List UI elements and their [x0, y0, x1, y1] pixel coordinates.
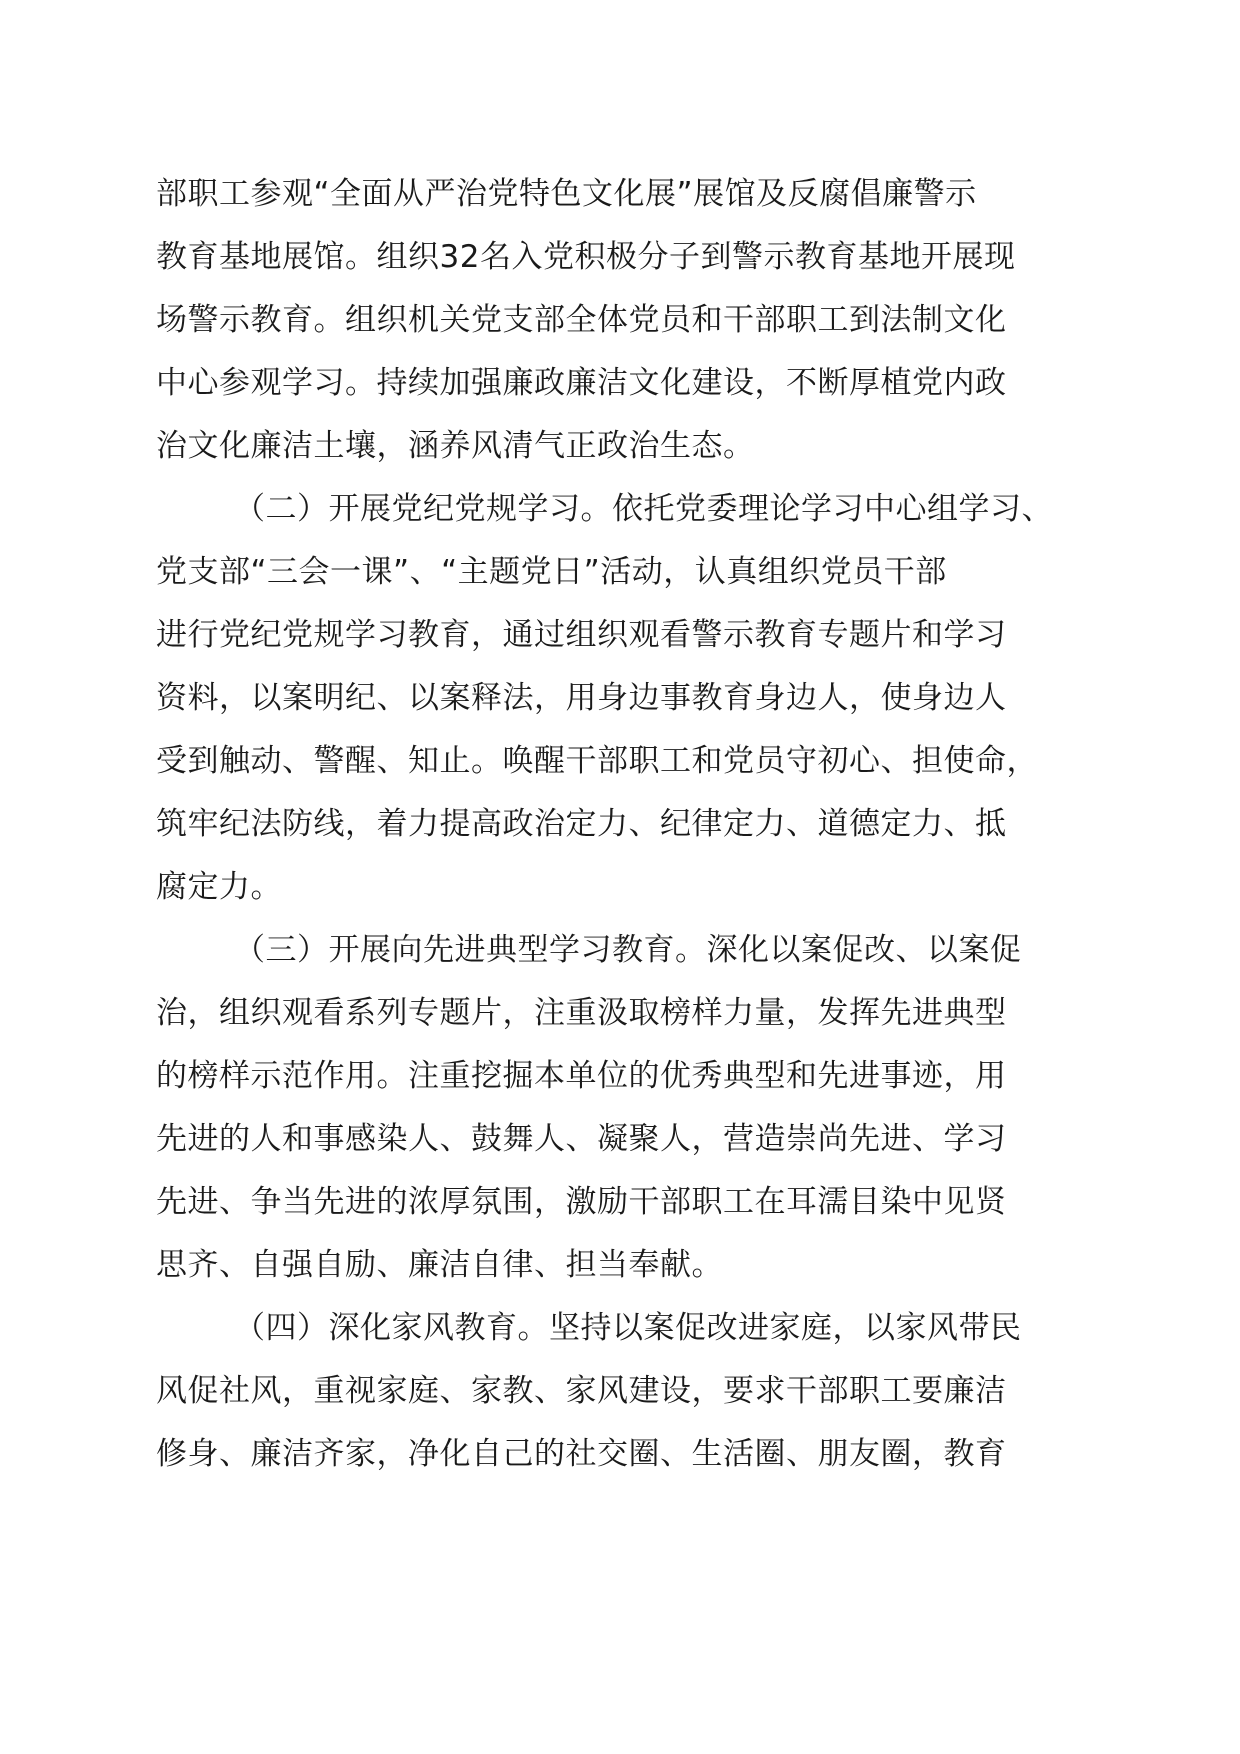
text-line: 中心参观学习。持续加强廉政廉洁文化建设，不断厚植党内政 [156, 365, 1007, 401]
text-line: 筑牢纪法防线，着力提高政治定力、纪律定力、道德定力、抵 [156, 806, 1007, 842]
text-line: 风促社风，重视家庭、家教、家风建设，要求干部职工要廉洁 [156, 1373, 1007, 1409]
text-line: 资料，以案明纪、以案释法，用身边事教育身边人，使身边人 [156, 680, 1007, 716]
text-line: 修身、廉洁齐家，净化自己的社交圈、生活圈、朋友圈，教育 [156, 1436, 1007, 1472]
text-line: 的榜样示范作用。注重挖掘本单位的优秀典型和先进事迹，用 [156, 1058, 1007, 1094]
text-line: 思齐、自强自励、廉洁自律、担当奉献。 [156, 1247, 723, 1283]
paragraph-heading-line: （二）开展党纪党规学习。依托党委理论学习中心组学习、 [234, 491, 1053, 527]
text-line: 治，组织观看系列专题片，注重汲取榜样力量，发挥先进典型 [156, 995, 1007, 1031]
text-line: 教育基地展馆。组织32名入党积极分子到警示教育基地开展现 [156, 239, 1016, 275]
paragraph-heading-line: （三）开展向先进典型学习教育。深化以案促改、以案促 [234, 932, 1022, 968]
text-line: 场警示教育。组织机关党支部全体党员和干部职工到法制文化 [156, 302, 1007, 338]
text-line: 受到触动、警醒、知止。唤醒干部职工和党员守初心、担使命， [156, 743, 1038, 779]
text-line: 部职工参观“全面从严治党特色文化展”展馆及反腐倡廉警示 [156, 176, 977, 212]
text-line: 先进、争当先进的浓厚氛围，激励干部职工在耳濡目染中见贤 [156, 1184, 1007, 1220]
text-line: 治文化廉洁土壤，涵养风清气正政治生态。 [156, 428, 755, 464]
text-line: 进行党纪党规学习教育，通过组织观看警示教育专题片和学习 [156, 617, 1007, 653]
text-line: 先进的人和事感染人、鼓舞人、凝聚人，营造崇尚先进、学习 [156, 1121, 1007, 1157]
text-line: 党支部“三会一课”、“主题党日”活动，认真组织党员干部 [156, 554, 947, 590]
paragraph-heading-line: （四）深化家风教育。坚持以案促改进家庭，以家风带民 [234, 1310, 1022, 1346]
text-line: 腐定力。 [156, 869, 282, 905]
